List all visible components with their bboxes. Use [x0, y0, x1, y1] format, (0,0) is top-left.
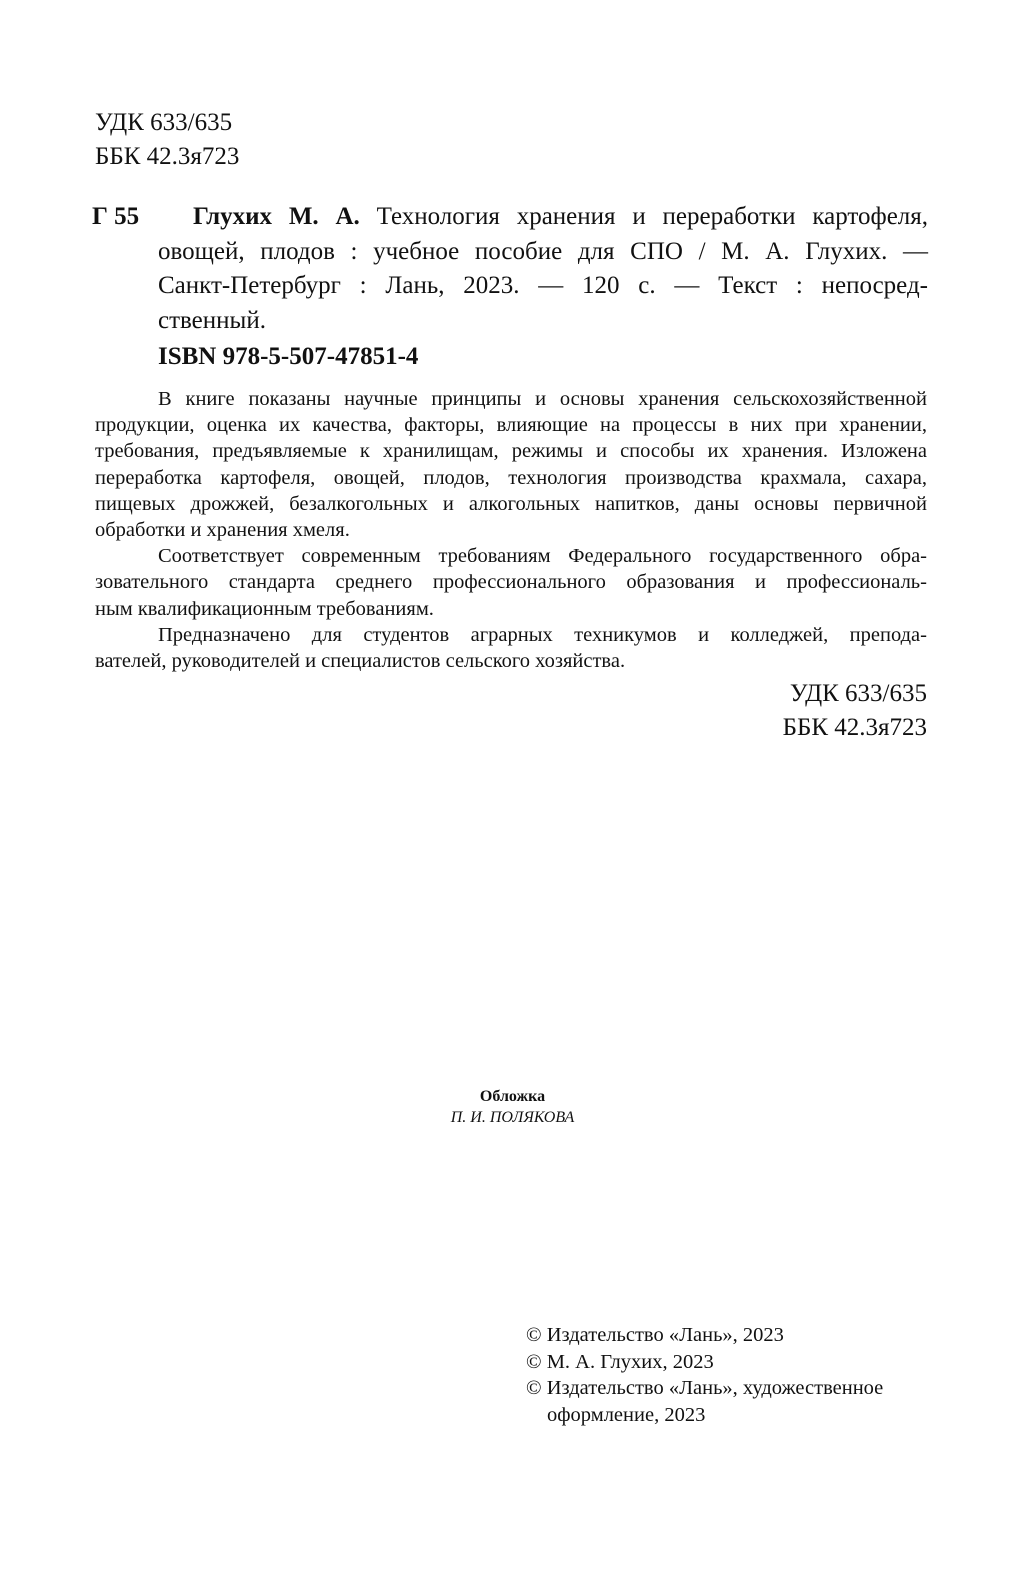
- udk-code: УДК 633/635: [789, 680, 927, 707]
- annotation-line: продукции, оценка их качества, факторы, влияющие на процессы в них при хранении,: [95, 414, 927, 437]
- udk-code: УДК 633/635: [95, 109, 233, 136]
- cover-designer: П. И. ПОЛЯКОВА: [450, 1109, 575, 1126]
- bib-title: Технология хранения и переработки картофеля,: [376, 203, 929, 230]
- copyright-line: © Издательство «Лань», 2023: [526, 1324, 784, 1346]
- copyright-line: © М. А. Глухих, 2023: [526, 1350, 714, 1373]
- bbk-code: ББК 42.3я723: [782, 714, 927, 741]
- catalog-code: Г 55: [92, 203, 140, 230]
- annotation-line: Предназначено для студентов аграрных техникумов и колледжей, препода-: [158, 623, 927, 646]
- bbk-code: ББК 42.3я723: [95, 143, 240, 170]
- annotation-line: обработки и хранения хмеля.: [95, 519, 350, 542]
- bib-line-4: ственный.: [158, 306, 266, 334]
- cover-credit: [0, 1086, 1025, 1128]
- annotation-line: переработка картофеля, овощей, плодов, технология производства крахмала, сахара,: [95, 466, 927, 489]
- annotation-line: вателей, руководителей и специалистов сельского хозяйства.: [95, 650, 626, 673]
- isbn: ISBN 978-5-507-47851-4: [158, 343, 419, 370]
- bottom-classification: [783, 677, 927, 745]
- copyright-line: оформление, 2023: [547, 1403, 706, 1426]
- bibliographic-record: [158, 200, 928, 338]
- annotation: [95, 386, 927, 674]
- cover-label: Обложка: [479, 1088, 546, 1105]
- annotation-line: ным квалификационным требованиям.: [95, 597, 434, 620]
- annotation-line: зовательного стандарта среднего профессионального образования и профессиональ-: [95, 571, 927, 594]
- annotation-line: В книге показаны научные принципы и основы хранения сельскохозяйственной: [158, 388, 927, 410]
- annotation-line: пищевых дрожжей, безалкогольных и алкогольных напитков, даны основы первичной: [95, 492, 927, 515]
- copyright-block: [526, 1322, 883, 1428]
- bib-line-2: овощей, плодов : учебное пособие для СПО / М. А. Глухих. —: [158, 237, 928, 265]
- bib-line-1: [158, 200, 928, 235]
- copyright-line: © Издательство «Лань», художественное: [526, 1377, 884, 1399]
- annotation-line: Соответствует современным требованиям Федерального государственного обра-: [158, 545, 927, 568]
- author-name: Глухих М. А.: [193, 203, 360, 230]
- top-classification: [95, 106, 239, 174]
- annotation-line: требования, предъявляемые к хранилищам, режимы и способы их хранения. Изложена: [95, 440, 927, 463]
- bib-line-3: Санкт-Петербург : Лань, 2023. — 120 с. — Текст : непосред-: [158, 272, 928, 299]
